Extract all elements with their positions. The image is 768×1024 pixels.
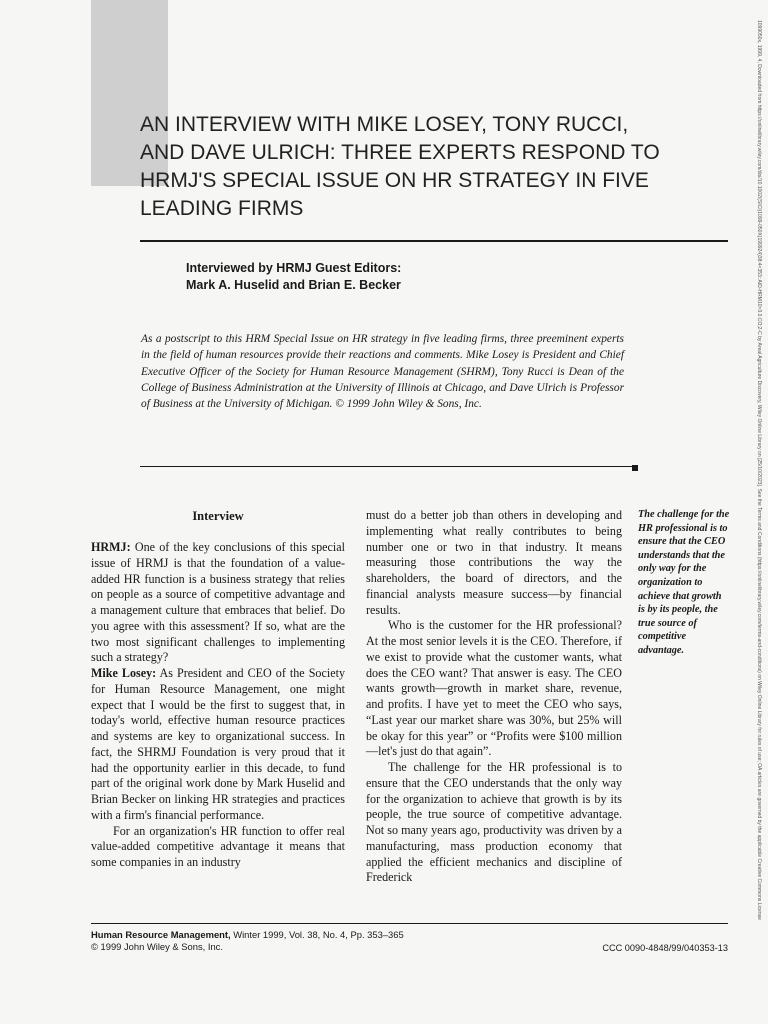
speaker-hrmj: HRMJ: — [91, 540, 131, 554]
abstract-rule-end-square — [632, 465, 638, 471]
download-watermark: 1099050x, 1999, 4, Downloaded from https://onlinelibrary.wiley.com/doi/10.1002/(SICI)1099-050X(199924)38:4<353::AID-HRM10>3.0.CO;2-C by Areal Agriculture Discovery, Wiley Online Library on [25/10/2023]. See the Terms and Conditions (https://onlinelibrary.wiley.com/terms-and-conditions) on Wiley Online Library for rules of use; OA articles are governed by the applicable Creative Commons License — [756, 20, 762, 920]
byline — [186, 260, 606, 294]
section-heading: Interview — [192, 509, 244, 523]
footer-journal-line — [91, 929, 404, 941]
title-rule — [140, 240, 728, 242]
journal-issue: Winter 1999, Vol. 38, No. 4, Pp. 353–365 — [230, 929, 404, 940]
paragraph-losey-answer — [91, 666, 345, 824]
paragraph: The challenge for the HR professional is to ensure that the CEO understands that the only way for the organization to achieve that growth is by its people, the true source of competitive advantage. Not so many years ago, productivity was driven by a manufacturing, mass production economy that applied the efficient mechanics and discipline of Frederick — [366, 760, 622, 885]
pull-quote: The challenge for the HR professional is to ensure that the CEO understands that the only way for the organization to achieve that growth is by its people, the true source of competitive advantage. — [638, 509, 730, 656]
paragraph: Who is the customer for the HR professional? At the most senior levels it is the CEO. Therefore, if we exist to provide what the customer wants, what does the CEO want? That answer is easy. The CEO wants growth—growth in market share, revenue, and profits. I have yet to meet the CEO who says, “Last year our market share was 30%, but 25% will be okay for this year” or “Profits were $100 million—let's just do that again”. — [366, 618, 622, 759]
footer-copyright: © 1999 John Wiley & Sons, Inc. — [91, 940, 223, 952]
answer-text: As President and CEO of the Society for Human Resource Management, one might expect that I would be the first to suggest that, in today's world, effective human resource practices and systems are key to organizational success. In fact, the SHRMJ Foundation is very proud that it had the opportunity earlier in this decade, to fund part of the original work done by Mark Huselid and Brian Becker on linking HR strategies and practices with a firm's financial performance. — [91, 666, 345, 822]
speaker-losey: Mike Losey: — [91, 666, 157, 680]
paragraph: must do a better job than others in developing and implementing what really contributes to being number one or two in that industry. It means measuring those contributions the way the shareholders, the board of directors, and the financial analysts measure success—by financial results. — [366, 508, 622, 617]
byline-line1: Interviewed by HRMJ Guest Editors: — [186, 261, 402, 275]
byline-line2: Mark A. Huselid and Brian E. Becker — [186, 278, 401, 292]
journal-name: Human Resource Management, — [91, 929, 231, 940]
paragraph: For an organization's HR function to offer real value-added competitive advantage it means that some companies in an industry — [91, 823, 345, 869]
footer-ccc-code: CCC 0090-4848/99/040353-13 — [602, 943, 728, 953]
body-column-left — [91, 508, 345, 871]
footer-citation — [91, 929, 404, 952]
footer-rule — [91, 923, 728, 924]
body-column-middle — [366, 508, 622, 886]
article-title: AN INTERVIEW WITH MIKE LOSEY, TONY RUCCI, AND DAVE ULRICH: THREE EXPERTS RESPOND TO HRMJ'S SPECIAL ISSUE ON HR STRATEGY IN FIVE LEADING FIRMS — [140, 113, 660, 220]
paragraph-hrmj-question — [91, 540, 345, 666]
abstract: As a postscript to this HRM Special Issue on HR strategy in five leading firms, three preeminent experts in the field of human resources provide their reactions and comments. Mike Losey is President and Chief Executive Officer of the Society for Human Resource Management (SHRM), Tony Rucci is Dean of the College of Business Administration at the University of Illinois at Chicago, and Dave Ulrich is Professor of Business at the University of Michigan. © 1999 John Wiley & Sons, Inc. — [141, 333, 624, 411]
question-text: One of the key conclusions of this special issue of HRMJ is that the foundation of a value-added HR function is a business strategy that relies on people as a source of competitive advantage and a management culture that embraces that belief. Do you agree with this assessment? If so, what are the two most significant challenges to implementing such a strategy? — [91, 540, 345, 665]
abstract-rule — [140, 466, 633, 467]
